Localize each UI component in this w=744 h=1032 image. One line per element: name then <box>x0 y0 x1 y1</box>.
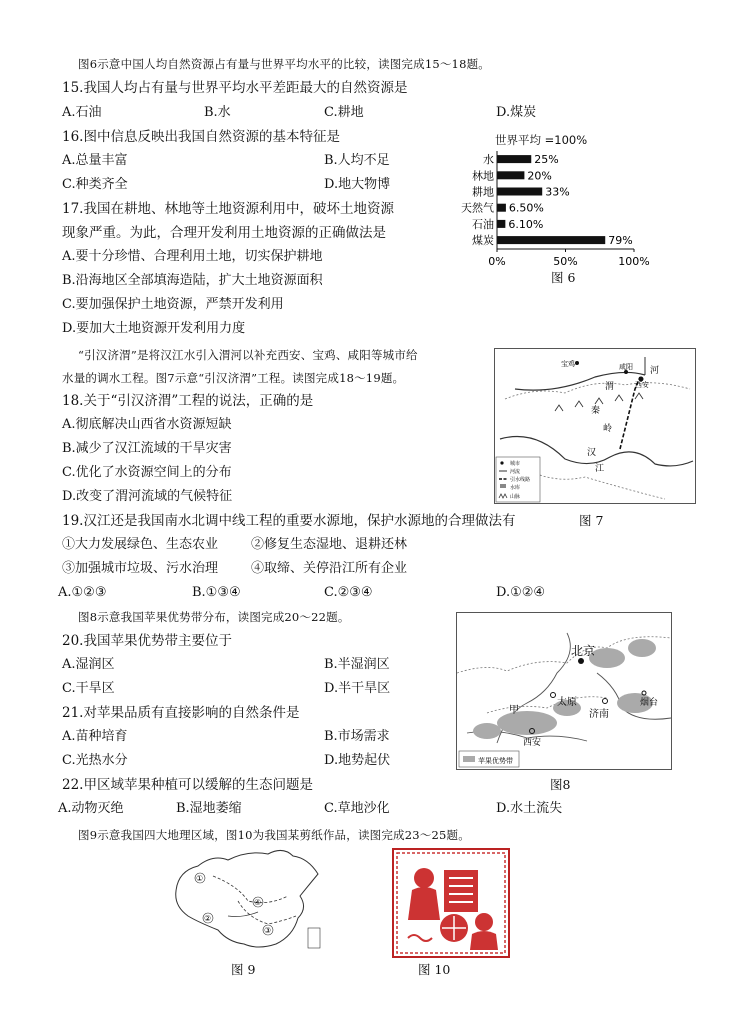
intro-fig8: 图8示意我国苹果优势带分布，读图完成20～22题。 <box>78 610 350 624</box>
fig7-label-jiang: 江 <box>595 464 605 474</box>
fig8-map-drawing <box>457 613 671 769</box>
fig9-caption: 图 9 <box>231 962 256 977</box>
q17-option-d[interactable]: D.要加大土地资源开发利用力度 <box>62 321 246 336</box>
fig7-legend-diversion: 引水线路 <box>510 477 531 483</box>
q18-stem: 18.关于“引汉济渭”工程的说法，正确的是 <box>62 393 314 409</box>
q20-option-b[interactable]: B.半湿润区 <box>324 657 390 672</box>
fig7-legend-river: 河流 <box>510 469 521 475</box>
fig6-category-label: 煤炭 <box>472 234 494 248</box>
q22-option-c[interactable]: C.草地沙化 <box>324 801 390 816</box>
fig7-label-baoji: 宝鸡 <box>561 360 575 368</box>
fig10-figure-head-right <box>475 913 493 931</box>
q19-statement-1: ①大力发展绿色、生态农业 <box>62 537 219 552</box>
fig6-value-label: 6.10% <box>508 217 544 231</box>
q21-option-a[interactable]: A.苗种培育 <box>62 729 128 744</box>
q16-option-d[interactable]: D.地大物博 <box>324 177 391 192</box>
q18-option-a[interactable]: A.彻底解决山西省水资源短缺 <box>62 417 232 432</box>
q21-option-b[interactable]: B.市场需求 <box>324 729 390 744</box>
q17-stem-line2: 现象严重。为此，合理开发利用土地资源的正确做法是 <box>62 225 386 241</box>
fig6-bar-chart <box>461 128 670 288</box>
q16-option-c[interactable]: C.种类齐全 <box>62 177 128 192</box>
fig7-city-baoji <box>575 361 579 365</box>
fig8-legend-label: 苹果优势带 <box>478 757 513 765</box>
fig8-apple-area-loess <box>497 711 557 735</box>
q18-option-c[interactable]: C.优化了水资源空间上的分布 <box>62 465 232 480</box>
fig7-label-he: 河 <box>650 366 660 376</box>
fig9-region-1: ① <box>196 874 204 883</box>
q18-option-d[interactable]: D.改变了渭河流域的气候特征 <box>62 489 233 504</box>
q15-option-c[interactable]: C.耕地 <box>324 105 364 120</box>
fig7-label-han: 汉 <box>587 448 597 458</box>
q21-stem: 21.对苹果品质有直接影响的自然条件是 <box>62 705 300 721</box>
fig7-legend-mountain: 山脉 <box>510 494 521 500</box>
fig9-region-4: ④ <box>254 898 262 907</box>
fig7-label-wei: 渭 <box>605 382 615 392</box>
fig6-category-label: 林地 <box>472 169 494 183</box>
fig6-category-label: 耕地 <box>472 185 494 199</box>
fig8-apple-area-west <box>473 723 501 739</box>
fig8-map <box>456 612 672 770</box>
intro-fig7-line2: 水量的调水工程。图7示意“引汉济渭”工程。读图完成18～19题。 <box>62 371 405 385</box>
intro-fig6: 图6示意中国人均自然资源占有量与世界平均水平的比较，读图完成15～18题。 <box>78 57 490 71</box>
fig10-paper-cut-drawing <box>394 850 508 956</box>
fig6-header: 世界平均 =100% <box>495 133 588 147</box>
fig6-bar <box>497 236 605 244</box>
fig6-value-label: 25% <box>534 153 559 167</box>
fig6-bar <box>497 220 505 228</box>
fig7-legend-city-symbol <box>500 461 503 464</box>
fig8-label-beijing: 北京 <box>571 644 596 658</box>
fig7-map <box>494 348 696 504</box>
q19-statement-3: ③加强城市垃圾、污水治理 <box>62 561 219 576</box>
q20-option-c[interactable]: C.干旱区 <box>62 681 115 696</box>
fig6-bar <box>497 188 542 196</box>
fig10-figure-head-left <box>414 868 434 888</box>
fig8-label-jia: 甲 <box>509 705 519 716</box>
fig6-caption: 图 6 <box>551 270 576 285</box>
q22-option-b[interactable]: B.湿地萎缩 <box>176 801 242 816</box>
fig7-boundary-north <box>505 383 690 399</box>
fig9-south-sea-inset <box>308 928 320 948</box>
intro-fig9-10: 图9示意我国四大地理区域，图10为我国某剪纸作品，读图完成23～25题。 <box>78 828 470 842</box>
fig7-label-xianyang: 咸阳 <box>619 363 633 371</box>
fig10-paper-cut <box>392 848 510 958</box>
q17-option-c[interactable]: C.要加强保护土地资源，严禁开发利用 <box>62 297 284 312</box>
fig6-category-label: 石油 <box>472 217 494 231</box>
fig6-value-label: 79% <box>608 234 633 248</box>
q16-option-b[interactable]: B.人均不足 <box>324 153 390 168</box>
fig10-figure-body-left <box>408 887 440 920</box>
q15-option-d[interactable]: D.煤炭 <box>496 105 537 120</box>
q20-stem: 20.我国苹果优势带主要位于 <box>62 633 232 649</box>
fig7-label-qin: 秦 <box>591 406 601 416</box>
q15-option-b[interactable]: B.水 <box>204 105 231 120</box>
q15-stem: 15.我国人均占有量与世界平均水平差距最大的自然资源是 <box>62 80 408 96</box>
fig8-label-yantai: 烟台 <box>640 698 659 708</box>
q19-option-d[interactable]: D.①②④ <box>496 585 546 600</box>
q19-option-c[interactable]: C.②③④ <box>324 585 373 600</box>
fig6-bar <box>497 171 524 179</box>
fig6-tick-label: 0% <box>488 255 506 268</box>
q19-statement-4: ④取缔、关停沿江所有企业 <box>251 561 408 576</box>
fig8-legend-swatch <box>463 756 475 762</box>
fig8-city-beijing <box>578 658 584 664</box>
fig6-bar <box>497 204 506 212</box>
fig6-value-label: 6.50% <box>508 201 544 215</box>
q18-option-b[interactable]: B.减少了汉江流域的干旱灾害 <box>62 441 232 456</box>
q21-option-c[interactable]: C.光热水分 <box>62 753 128 768</box>
fig9-china-map <box>168 846 326 954</box>
fig6-value-label: 33% <box>545 185 570 199</box>
q17-option-b[interactable]: B.沿海地区全部填海造陆，扩大土地资源面积 <box>62 273 323 288</box>
fig7-legend-city: 城市 <box>510 461 521 467</box>
fig8-label-taiyuan: 太原 <box>557 697 577 708</box>
fig10-caption: 图 10 <box>418 962 451 977</box>
fig9-region-2: ② <box>204 914 212 923</box>
fig10-figure-body-right <box>470 931 498 950</box>
fig8-caption: 图8 <box>550 777 571 792</box>
q22-option-a[interactable]: A.动物灭绝 <box>58 801 124 816</box>
fig8-city-taiyuan <box>551 693 556 698</box>
fig7-legend-reservoir-symbol <box>500 484 506 488</box>
fig7-caption: 图 7 <box>579 513 604 528</box>
fig6-category-label: 天然气 <box>461 201 494 215</box>
q20-option-d[interactable]: D.半干旱区 <box>324 681 391 696</box>
q19-option-b[interactable]: B.①③④ <box>192 585 241 600</box>
q22-option-d[interactable]: D.水土流失 <box>496 801 563 816</box>
q16-option-a[interactable]: A.总量丰富 <box>62 153 128 168</box>
fig6-category-label: 水 <box>483 153 494 167</box>
q19-statement-2: ②修复生态湿地、退耕还林 <box>251 537 408 552</box>
fig6-value-label: 20% <box>527 169 552 183</box>
q19-option-a[interactable]: A.①②③ <box>58 585 107 600</box>
q17-option-a[interactable]: A.要十分珍惜、合理利用土地，切实保护耕地 <box>62 249 323 264</box>
q21-option-d[interactable]: D.地势起伏 <box>324 753 391 768</box>
q15-option-a[interactable]: A.石油 <box>62 105 102 120</box>
fig9-region-3: ③ <box>264 926 272 935</box>
fig6-tick-label: 100% <box>618 255 650 268</box>
intro-fig7-line1: “引汉济渭”是将汉江水引入渭河以补充西安、宝鸡、咸阳等城市给 <box>78 348 418 362</box>
fig6-tick-label: 50% <box>553 255 578 268</box>
fig7-label-xian: 西安 <box>635 381 649 389</box>
fig8-label-jinan: 济南 <box>589 709 609 720</box>
fig8-city-jinan <box>603 699 608 704</box>
fig7-label-ling: 岭 <box>603 424 613 434</box>
q22-stem: 22.甲区域苹果种植可以缓解的生态问题是 <box>62 777 313 793</box>
fig8-label-xian: 西安 <box>523 738 542 748</box>
q19-stem: 19.汉江还是我国南水北调中线工程的重要水源地，保护水源地的合理做法有 <box>62 513 516 529</box>
fig6-bar <box>497 155 531 163</box>
q17-stem-line1: 17.我国在耕地、林地等土地资源利用中，破坏土地资源 <box>62 201 394 217</box>
fig10-center-panel <box>444 870 478 912</box>
q20-option-a[interactable]: A.湿润区 <box>62 657 115 672</box>
fig8-apple-area-northeast <box>628 639 656 657</box>
q16-stem: 16.图中信息反映出我国自然资源的基本特征是 <box>62 129 340 145</box>
fig10-decor-wave <box>408 935 432 941</box>
fig7-map-drawing <box>495 349 695 503</box>
fig7-legend-reservoir: 水库 <box>510 485 521 491</box>
